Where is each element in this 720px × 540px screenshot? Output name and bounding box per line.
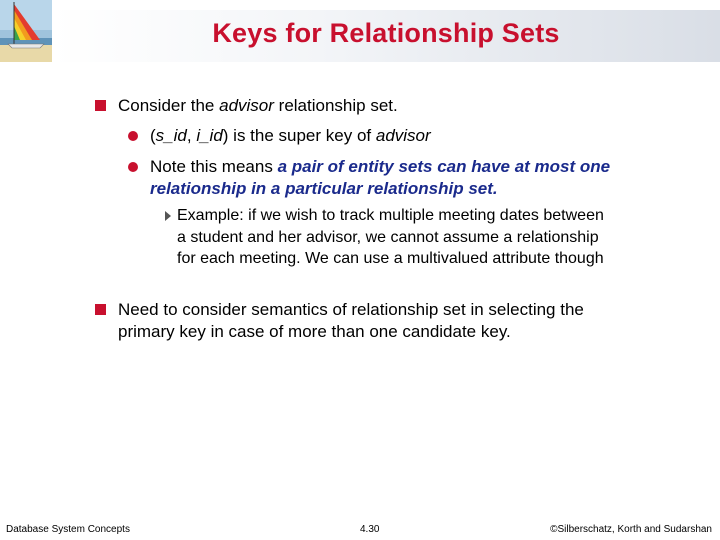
emphasis-text: a pair of entity sets can have at most one relationship in a particular relationship set.	[150, 157, 611, 198]
bullet-point-1	[118, 95, 618, 117]
emphasis-text: s_id	[155, 126, 187, 145]
round-bullet-icon	[128, 162, 138, 172]
emphasis-text: advisor	[219, 96, 274, 115]
emphasis-text: i_id	[196, 126, 223, 145]
footer-right: ©Silberschatz, Korth and Sudarshan	[550, 524, 712, 535]
text-segment: ,	[186, 126, 197, 145]
square-bullet-icon	[95, 100, 106, 111]
text-segment: Consider the	[118, 96, 220, 115]
footer-left: Database System Concepts	[6, 524, 130, 535]
page-title: Keys for Relationship Sets	[212, 18, 560, 48]
bullet-point-1b-sub: Example: if we wish to track multiple meeting dates between a student and her advisor, we cannot assume a relationship for each meeting. We can use a multivalued attribute though	[177, 207, 604, 267]
arrow-bullet-icon	[165, 211, 171, 221]
title-bar	[52, 10, 720, 62]
footer-page-number: 4.30	[360, 524, 380, 535]
text-segment: (	[150, 126, 156, 145]
bullet-point-1a	[150, 125, 620, 147]
emphasis-text: advisor	[375, 126, 431, 145]
sailboat-logo-icon	[0, 0, 52, 62]
bullet-point-2: Need to consider semantics of relationship set in selecting the primary key in case of more than one candidate key.	[118, 300, 584, 341]
text-segment: relationship set.	[273, 96, 398, 115]
square-bullet-icon	[95, 304, 106, 315]
bullet-point-1b	[150, 156, 620, 200]
round-bullet-icon	[128, 131, 138, 141]
text-segment: ) is the super key of	[222, 126, 376, 145]
text-segment: Note this means	[150, 157, 278, 176]
